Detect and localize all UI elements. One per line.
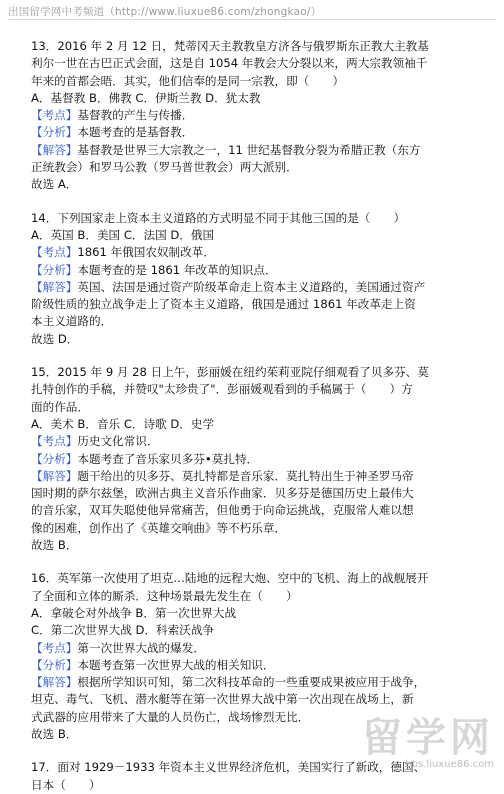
jieda-tag: 【解答】: [31, 142, 78, 157]
jieda-line: [31, 313, 490, 330]
question-q14: [31, 210, 490, 348]
fenxi-tag: 【分析】: [31, 451, 78, 466]
jieda-text: 式武器的应用带来了大量的人员伤亡，战场惨烈无比．: [31, 709, 310, 724]
question-text-line: 15．2015 年 9 月 28 日上午，彭丽媛在纽约茱莉亚院仔细观看了贝多芬、莫: [31, 365, 429, 380]
jieda-text: 阶级性质的独立战争走上了资本主义道路，俄国是通过 1861 年改革走上资: [31, 297, 416, 312]
jieda-text: 国时期的萨尔兹堡，欧洲古典主义音乐作曲家．贝多芬是德国历史上最伟大: [31, 486, 414, 501]
fenxi-line: [31, 124, 490, 141]
jieda-text: 坦克、毒气、飞机、潜水艇等在第一次世界大战中第一次出现在战场上，新: [31, 692, 414, 707]
jieda-line: [31, 296, 490, 313]
page-header: 出国留学网中考频道（http://www.liuxue86.com/zhongkao/）: [8, 6, 322, 18]
jieda-line: [31, 709, 490, 726]
answer-line: 故选 B．: [31, 726, 78, 741]
kaodian-line: [31, 640, 490, 657]
kaodian-text: 1861 年俄国农奴制改革．: [77, 245, 215, 260]
jieda-text: 题干给出的贝多芬、莫扎特都是音乐家．莫扎特出生于神圣罗马帝: [77, 468, 414, 483]
kaodian-tag: 【考点】: [31, 245, 78, 260]
question-text-line: 扎特创作的手稿，并赞叹"太珍贵了"．彭丽媛观看到的手稿属于（ ）方: [31, 382, 413, 397]
question-text-line: 了全面和立体的厮杀．这种场景最先发生在（ ）: [31, 588, 298, 603]
kaodian-line: [31, 244, 490, 261]
kaodian-text: 历史文化常识．: [77, 434, 159, 449]
jieda-text: 正统教会）和罗马公教（罗马普世教会）两大派别．: [31, 160, 298, 175]
question-text-line: 13．2016 年 2 月 12 日，梵蒂冈天主教教皇方济各与俄罗斯东正教大主教基: [31, 39, 429, 53]
fenxi-tag: 【分析】: [31, 657, 78, 672]
question-text-line: 面的作品．: [31, 399, 89, 414]
fenxi-text: 本题考查第一次世界大战的相关知识．: [77, 657, 275, 672]
kaodian-tag: 【考点】: [31, 640, 78, 655]
header-divider: [8, 19, 496, 20]
question-text-line: 14．下列国家走上资本主义道路的方式明显不同于其他三国的是（ ）: [31, 210, 406, 225]
question-text-line: C．第二次世界大战 D．科索沃战争: [31, 623, 215, 638]
question-text-line: 16．英军第一次使用了坦克…陆地的远程大炮、空中的飞机、海上的战舰展开: [31, 571, 429, 586]
question-text-line: A．英国 B．美国 C．法国 D．俄国: [31, 227, 215, 242]
question-list: [31, 38, 490, 794]
kaodian-tag: 【考点】: [31, 434, 78, 449]
answer-line: 故选 B．: [31, 538, 78, 553]
jieda-line: [31, 485, 490, 502]
kaodian-text: 基督教的产生与传播．: [77, 108, 194, 123]
question-q17: [31, 759, 490, 794]
jieda-tag: 【解答】: [31, 279, 78, 294]
question-q13: [31, 38, 490, 194]
fenxi-line: [31, 657, 490, 674]
jieda-line: [31, 674, 490, 691]
question-text-line: 年来的首都会晤．其实，他们信奉的是同一宗教，即（ ）: [31, 73, 345, 88]
question-text-line: 利尔一世在古巴正式会面，这是自 1054 年教会大分裂以来，两大宗教领袖千: [31, 56, 428, 71]
jieda-text: 的音乐家，双耳失聪使他异常痛苦，但他勇于向命运挑战，克服常人难以想: [31, 503, 414, 518]
question-text-line: A．美术 B．音乐 C．诗歌 D．史学: [31, 416, 215, 431]
jieda-line: [31, 468, 490, 485]
jieda-text: 基督教是世界三大宗教之一，11 世纪基督教分裂为希腊正教（东方: [77, 142, 421, 157]
fenxi-tag: 【分析】: [31, 262, 78, 277]
jieda-line: [31, 691, 490, 708]
kaodian-text: 第一次世界大战的爆发．: [77, 640, 205, 655]
kaodian-line: [31, 107, 490, 124]
question-text-line: A．拿破仑对外战争 B．第一次世界大战: [31, 605, 237, 620]
watermark-logo-text: 留学网: [362, 714, 494, 761]
answer-line: 故选 A．: [31, 177, 78, 192]
question-q15: [31, 364, 490, 554]
fenxi-line: [31, 451, 490, 468]
jieda-tag: 【解答】: [31, 675, 78, 690]
question-text-line: 17．面对 1929－1933 年资本主义世界经济危机，美国实行了新政，德国、: [31, 760, 426, 775]
fenxi-line: [31, 262, 490, 279]
jieda-line: [31, 159, 490, 176]
fenxi-text: 本题考查的是基督教．: [77, 125, 194, 140]
watermark-url: bbs.liuxue86.com: [405, 759, 494, 770]
question-text-line: 日本（ ）: [31, 777, 101, 792]
jieda-line: [31, 520, 490, 537]
jieda-tag: 【解答】: [31, 468, 78, 483]
fenxi-tag: 【分析】: [31, 125, 78, 140]
jieda-line: [31, 502, 490, 519]
kaodian-line: [31, 433, 490, 450]
question-q16: [31, 570, 490, 743]
answer-line: 故选 D．: [31, 331, 79, 346]
jieda-line: [31, 279, 490, 296]
jieda-text: 像的困难，创作出了《英雄交响曲》等不朽乐章．: [31, 520, 287, 535]
kaodian-tag: 【考点】: [31, 108, 78, 123]
jieda-text: 英国、法国是通过资产阶级革命走上资本主义道路的，美国通过资产: [77, 279, 426, 294]
jieda-text: 本主义道路的．: [31, 314, 113, 329]
question-text-line: A．基督教 B．佛教 C．伊斯兰教 D．犹太教: [31, 90, 261, 105]
fenxi-text: 本题考查的是 1861 年改革的知识点．: [77, 262, 277, 277]
jieda-line: [31, 142, 490, 159]
fenxi-text: 本题考查了音乐家贝多芬•莫扎特．: [77, 451, 259, 466]
jieda-text: 根据所学知识可知，第二次科技革命的一些重要成果被应用于战争，: [77, 675, 426, 690]
